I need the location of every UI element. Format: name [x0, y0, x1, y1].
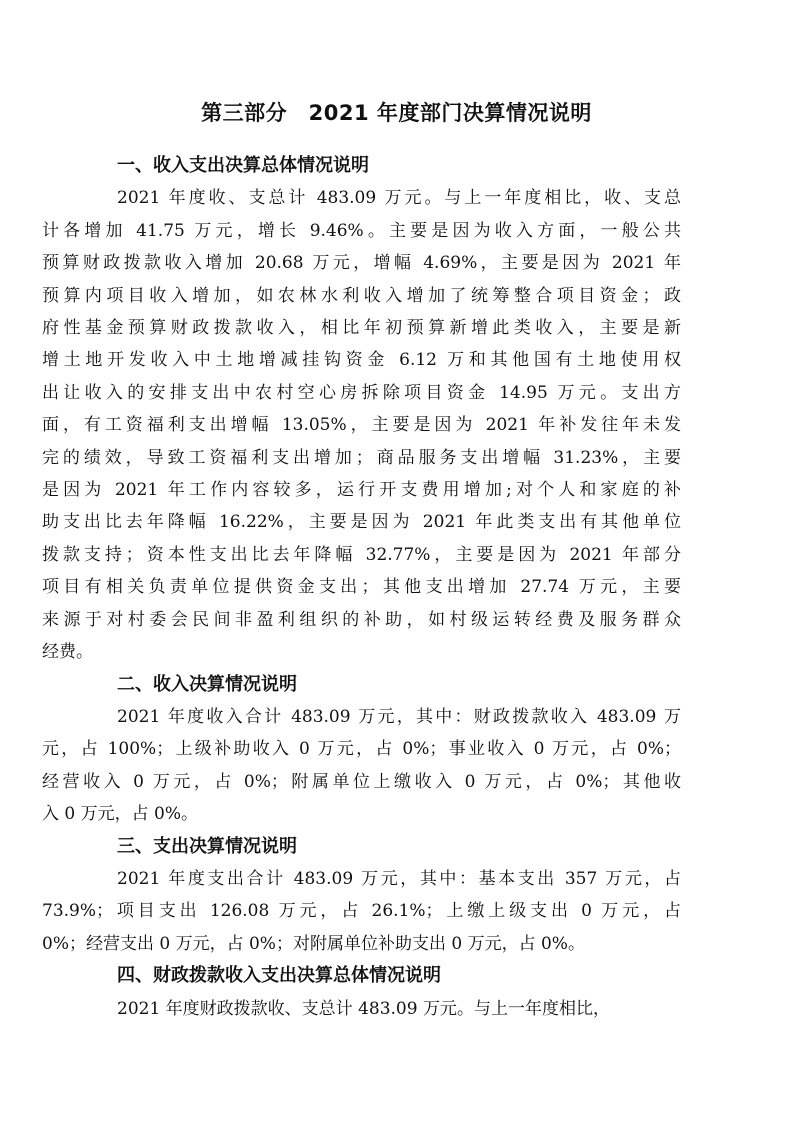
- paragraph-line: 面，有工资福利支出增幅 13.05%，主要是因为 2021 年补发往年未发: [42, 415, 681, 436]
- paragraph-line: 2021 年度支出合计 483.09 万元，其中：基本支出 357 万元，占: [117, 868, 681, 889]
- paragraph-line: 预算财政拨款收入增加 20.68 万元，增幅 4.69%，主要是因为 2021 年: [42, 253, 681, 274]
- page-title: 第三部分 2021 年度部门决算情况说明: [201, 101, 592, 125]
- section-heading-1: 一、收入支出决算总体情况说明: [117, 155, 369, 176]
- paragraph-line: 完的绩效，导致工资福利支出增加；商品服务支出增幅 31.23%，主要: [42, 447, 681, 468]
- paragraph-line: 元，占 100%；上级补助收入 0 万元，占 0%；事业收入 0 万元，占 0%；: [42, 739, 681, 760]
- section-paragraph-1: [42, 182, 681, 668]
- section-heading-2: 二、收入决算情况说明: [117, 673, 297, 695]
- paragraph-line: 增土地开发收入中土地增减挂钩资金 6.12 万和其他国有土地使用权: [42, 350, 681, 371]
- paragraph-line: 拨款支持；资本性支出比去年降幅 32.77%，主要是因为 2021 年部分: [42, 544, 681, 565]
- paragraph-line: 2021 年度财政拨款收、支总计 483.09 万元。与上一年度相比，: [117, 998, 610, 1019]
- paragraph-line: 2021 年度收入合计 483.09 万元，其中：财政拨款收入 483.09 万: [117, 706, 681, 727]
- paragraph-line: 经费。: [42, 642, 93, 663]
- paragraph-line: 2021 年度收、支总计 483.09 万元。与上一年度相比，收、支总: [117, 188, 681, 209]
- paragraph-line: 项目有相关负责单位提供资金支出；其他支出增加 27.74 万元，主要: [42, 577, 681, 598]
- paragraph-line: 73.9%；项目支出 126.08 万元，占 26.1%；上缴上级支出 0 万元，占: [42, 901, 681, 922]
- paragraph-line: 计各增加 41.75 万元，增长 9.46%。主要是因为收入方面，一般公共: [42, 220, 681, 241]
- section-heading-3: 三、支出决算情况说明: [117, 835, 297, 857]
- paragraph-line: 出让收入的安排支出中农村空心房拆除项目资金 14.95 万元。支出方: [42, 382, 681, 403]
- paragraph-line: 经营收入 0 万元，占 0%；附属单位上缴收入 0 万元，占 0%；其他收: [42, 771, 681, 792]
- section-paragraph-4: [117, 993, 681, 1025]
- paragraph-line: 来源于对村委会民间非盈利组织的补助，如村级运转经费及服务群众: [42, 609, 681, 630]
- paragraph-line: 0%；经营支出 0 万元，占 0%；对附属单位补助支出 0 万元，占 0%。: [42, 933, 585, 954]
- section-paragraph-2: [42, 701, 681, 831]
- paragraph-line: 是因为 2021 年工作内容较多，运行开支费用增加;对个人和家庭的补: [42, 480, 681, 501]
- paragraph-line: 府性基金预算财政拨款收入，相比年初预算新增此类收入，主要是新: [42, 318, 681, 339]
- section-heading-4: 四、财政拨款收入支出决算总体情况说明: [117, 965, 441, 987]
- section-paragraph-3: [42, 863, 681, 960]
- paragraph-line: 助支出比去年降幅 16.22%，主要是因为 2021 年此类支出有其他单位: [42, 512, 681, 533]
- paragraph-line: 入 0 万元，占 0%。: [42, 804, 198, 825]
- paragraph-line: 预算内项目收入增加，如农林水利收入增加了统筹整合项目资金；政: [42, 285, 681, 306]
- document-body: [42, 150, 681, 1025]
